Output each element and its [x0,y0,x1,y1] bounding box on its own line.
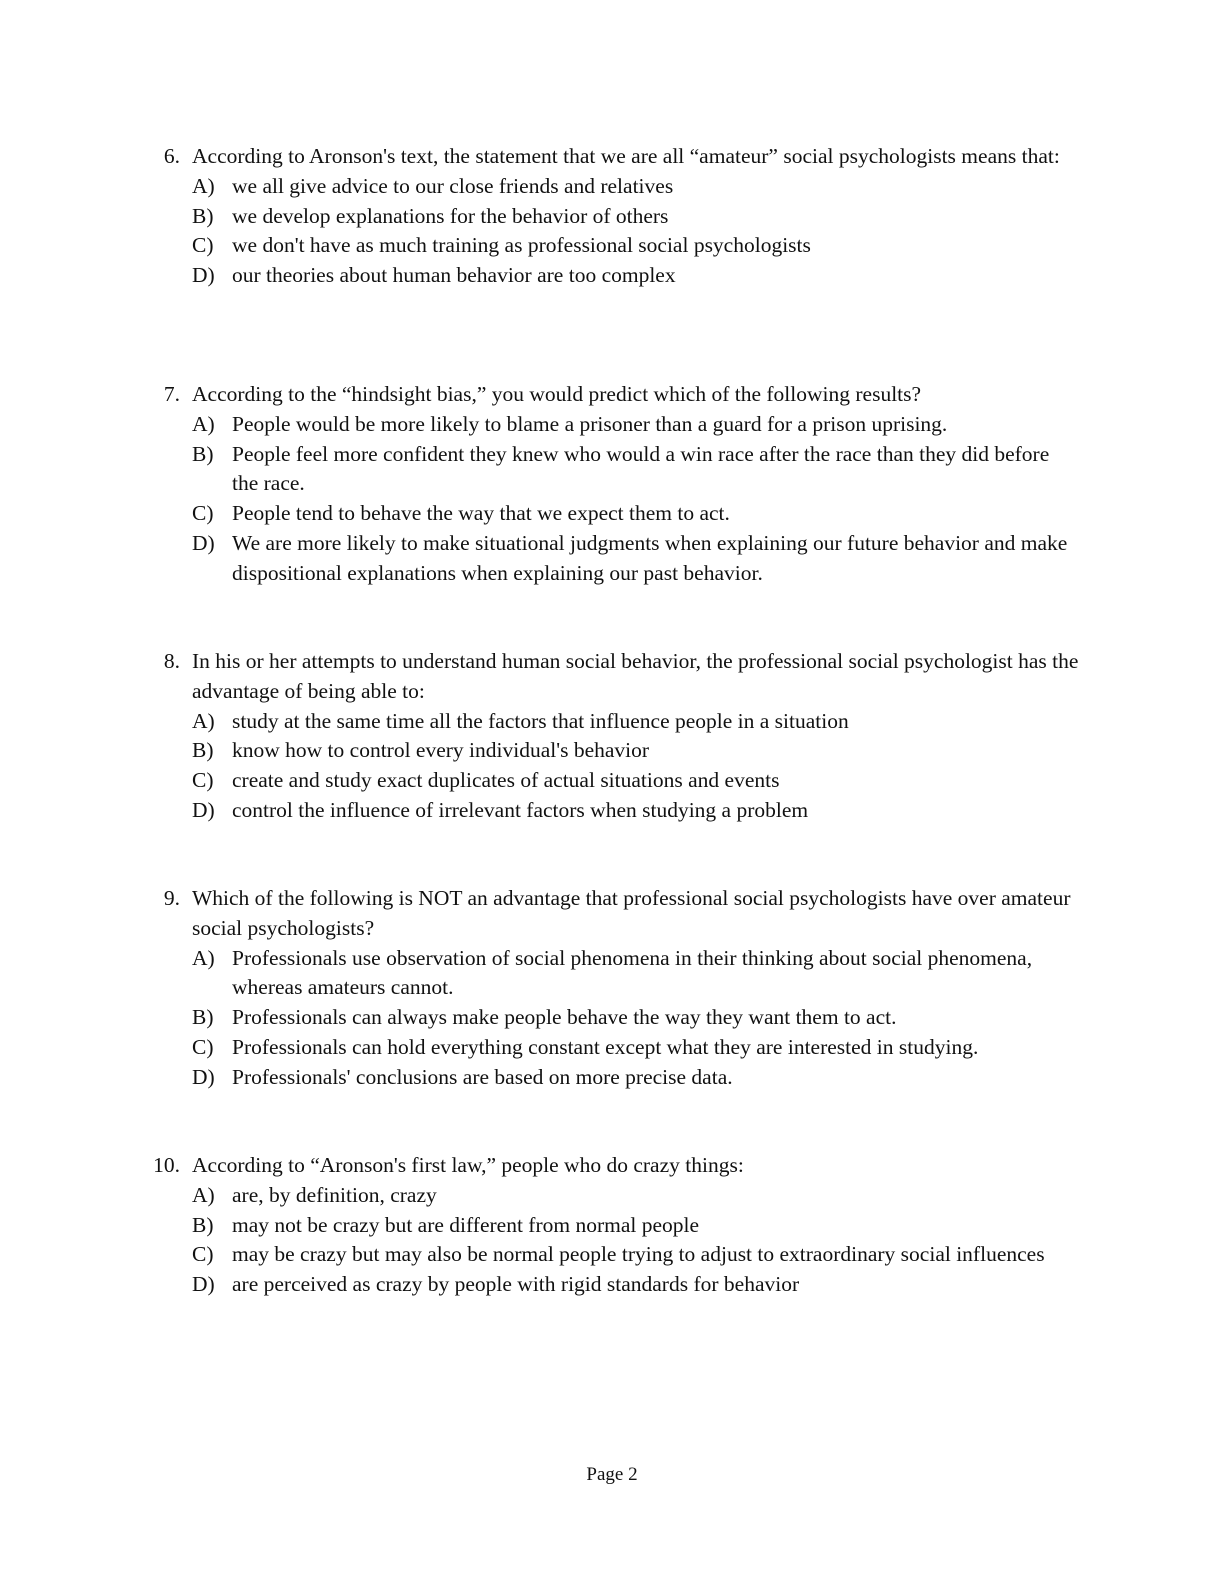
option-d [150,529,1080,589]
option-b [150,202,1080,232]
option-letter: D) [192,1064,215,1089]
option-letter: B) [192,738,214,763]
option-text: may be crazy but may also be normal people trying to adjust to extraordinary social influences [232,1242,1045,1267]
option-a [150,1181,1080,1211]
option-text: People would be more likely to blame a prisoner than a guard for a prison uprising. [232,411,948,436]
option-c [150,1033,1080,1063]
question-text: According to the “hindsight bias,” you would predict which of the following results? [192,382,922,406]
option-text: Professionals can hold everything constant except what they are interested in studying. [232,1034,979,1059]
option-text: know how to control every individual's behavior [232,738,650,763]
option-text: are, by definition, crazy [232,1182,437,1207]
option-text: Professionals use observation of social phenomena in their thinking about social phenomena, whereas amateurs cannot. [232,945,1033,1000]
option-text: we develop explanations for the behavior of others [232,203,669,228]
option-b [150,736,1080,766]
option-letter: B) [192,1212,214,1237]
option-d [150,261,1080,291]
option-list [150,1181,1080,1300]
option-text: Professionals' conclusions are based on more precise data. [232,1064,733,1089]
option-b [150,1211,1080,1241]
option-text: are perceived as crazy by people with rigid standards for behavior [232,1272,800,1297]
question-number: 8. [163,649,180,673]
option-text: our theories about human behavior are too complex [232,263,676,288]
option-b [150,440,1080,500]
option-text: Professionals can always make people behave the way they want them to act. [232,1005,897,1030]
option-letter: A) [192,1182,215,1207]
option-text: study at the same time all the factors that influence people in a situation [232,708,849,733]
question-10 [150,1151,1080,1300]
question-text: Which of the following is NOT an advantage that professional social psychologists have over amateur social psychologists? [192,886,1071,940]
option-letter: C) [192,1034,214,1059]
option-list [150,707,1080,826]
page-number: Page 2 [586,1464,638,1485]
question-number: 6. [163,144,180,168]
option-text: People tend to behave the way that we expect them to act. [232,501,730,526]
option-letter: A) [192,173,215,198]
option-c [150,1240,1080,1270]
option-letter: C) [192,501,214,526]
option-letter: C) [192,1242,214,1267]
option-a [150,707,1080,737]
question-8 [150,647,1080,826]
option-text: may not be crazy but are different from normal people [232,1212,700,1237]
option-letter: D) [192,263,215,288]
option-letter: A) [192,945,215,970]
option-text: People feel more confident they knew who would a win race after the race than they did before the race. [232,441,1050,496]
option-letter: D) [192,797,215,822]
question-6 [150,142,1080,291]
question-stem [150,1151,1080,1181]
question-number: 9. [163,886,180,910]
option-letter: A) [192,411,215,436]
question-number: 7. [163,382,180,406]
question-stem [150,647,1080,707]
question-number: 10. [153,1153,180,1177]
question-stem [150,380,1080,410]
option-b [150,1003,1080,1033]
option-a [150,410,1080,440]
option-d [150,1063,1080,1093]
question-text: In his or her attempts to understand human social behavior, the professional social psychologist has the advantage of being able to: [192,649,1079,703]
option-c [150,499,1080,529]
option-letter: D) [192,530,215,555]
option-letter: B) [192,441,214,466]
option-letter: B) [192,1005,214,1030]
option-text: we don't have as much training as professional social psychologists [232,233,811,258]
option-letter: C) [192,233,214,258]
option-list [150,944,1080,1093]
question-stem [150,884,1080,944]
option-letter: C) [192,768,214,793]
option-c [150,766,1080,796]
option-letter: D) [192,1272,215,1297]
option-a [150,172,1080,202]
option-d [150,1270,1080,1300]
option-letter: A) [192,708,215,733]
option-list [150,172,1080,291]
option-text: create and study exact duplicates of actual situations and events [232,768,780,793]
option-a [150,944,1080,1004]
question-9 [150,884,1080,1093]
option-text: We are more likely to make situational judgments when explaining our future behavior and make dispositional explanations when explaining our past behavior. [232,530,1068,585]
option-list [150,410,1080,589]
option-c [150,231,1080,261]
option-d [150,796,1080,826]
question-stem [150,142,1080,172]
option-text: control the influence of irrelevant factors when studying a problem [232,797,809,822]
option-text: we all give advice to our close friends and relatives [232,173,674,198]
question-text: According to “Aronson's first law,” people who do crazy things: [192,1153,744,1177]
question-text: According to Aronson's text, the statement that we are all “amateur” social psychologists means that: [192,144,1060,168]
question-7 [150,380,1080,589]
option-letter: B) [192,203,214,228]
